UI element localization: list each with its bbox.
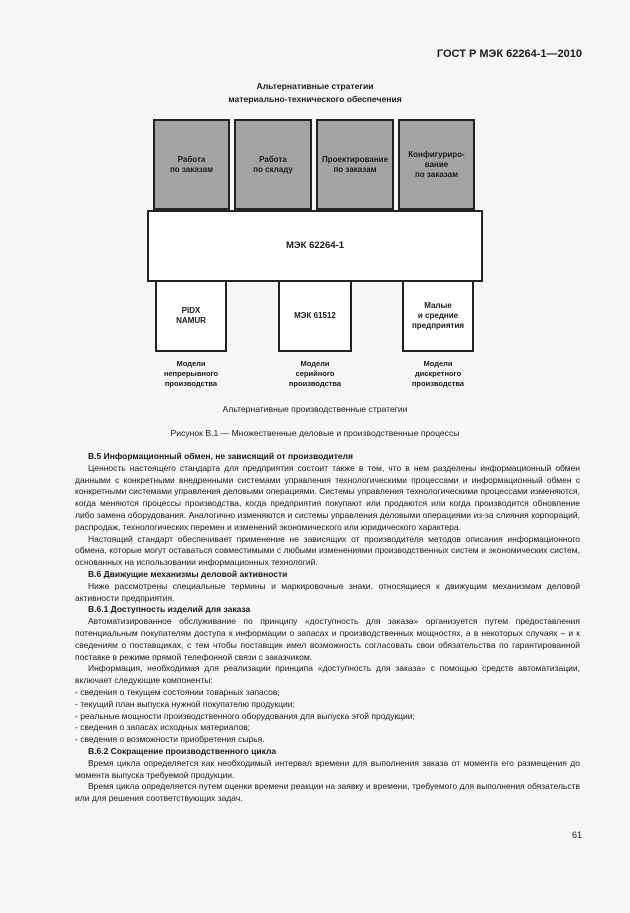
bottom-box-pidx-namur bbox=[155, 280, 227, 352]
box-label: по складу bbox=[253, 164, 293, 174]
box-label: NAMUR bbox=[176, 316, 206, 325]
figure-title-line2: материально-технического обеспечения bbox=[228, 93, 402, 104]
section-heading: B.5 Информационный обмен, не зависящий от производителя bbox=[88, 451, 354, 461]
list-item: - сведения о возможности приобретения сырья. bbox=[75, 734, 265, 745]
list-item: - сведения о запасах исходных материалов; bbox=[75, 722, 250, 733]
paragraph: Ценность настоящего стандарта для предприятия состоит также в том, что в нем разделены информационный обмен данными с конкретными внедренными системами управления технологическими процессами и информационный обмен с конкретными системами управления деловыми операциями. Системы управления технологическими процессами изменяются, когда меняются процессы производства, когда предприятия покупают или продаются или когда производится обновление либо замена оборудования. Аналогично изменяются и системы управления деловыми операциями из-за слияния корпораций, распродаж, технологических перемен и изменений экономического или юридического характера. bbox=[75, 462, 580, 532]
strategy-box-make-to-stock bbox=[234, 119, 312, 210]
figure-caption: Рисунок B.1 — Множественные деловые и производственные процессы bbox=[170, 428, 460, 438]
model-text: серийного bbox=[295, 369, 335, 378]
list-item: - сведения о текущем состоянии товарных запасов; bbox=[75, 686, 280, 697]
body-text bbox=[75, 451, 580, 805]
central-standard-box bbox=[147, 210, 483, 282]
model-label-batch bbox=[260, 359, 370, 389]
box-label: PIDX bbox=[181, 306, 201, 315]
section-heading: B.6.1 Доступность изделий для заказа bbox=[88, 604, 251, 615]
box-label: МЭК 61512 bbox=[294, 311, 336, 320]
section-heading: B.6.2 Сокращение производственного цикла bbox=[88, 745, 277, 756]
model-label-continuous bbox=[136, 359, 246, 389]
model-text: производства bbox=[411, 379, 465, 388]
paragraph: Настоящий стандарт обеспечивает применение не зависящих от производителя методов описания информационного обмена, которые могут оставаться совместимыми с любыми изменениями производственных систем и экономических систем, основанных на использовании информационных технологий. bbox=[75, 533, 580, 568]
box-label: по заказам bbox=[414, 169, 459, 179]
strategy-box-make-to-order bbox=[153, 119, 230, 210]
box-label: Конфигуриро- bbox=[408, 149, 465, 159]
document-code: ГОСТ Р МЭК 62264-1—2010 bbox=[436, 48, 582, 60]
list-item: - реальные мощности производственного оборудования для выпуска этой продукции; bbox=[75, 710, 415, 721]
strategy-box-engineer-to-order bbox=[316, 119, 394, 210]
box-label: по заказам bbox=[169, 164, 214, 174]
strategy-box-configure-to-order bbox=[398, 119, 475, 210]
section-heading: B.6 Движущие механизмы деловой активности bbox=[88, 568, 288, 579]
box-label: предприятия bbox=[411, 321, 465, 330]
figure-title-line1: Альтернативные стратегии bbox=[256, 81, 374, 91]
model-text: производства bbox=[164, 379, 218, 388]
box-label: Работа bbox=[259, 154, 287, 164]
bottom-box-sme bbox=[402, 280, 474, 352]
box-label: Малые bbox=[424, 301, 452, 310]
central-standard-label: МЭК 62264-1 bbox=[286, 240, 344, 251]
model-text: производства bbox=[288, 379, 342, 388]
bottom-box-iec-61512 bbox=[278, 280, 352, 352]
model-text: Модели bbox=[423, 359, 453, 368]
model-text: дискретного bbox=[414, 369, 462, 378]
model-text: непрерывного bbox=[163, 369, 219, 378]
box-label: Работа bbox=[177, 154, 206, 164]
paragraph: Время цикла определяется как необходимый интервал времени для выполнения заказа от момента его размещения до момента выпуска требуемой продукции. bbox=[75, 757, 580, 780]
box-label: по заказам bbox=[333, 164, 377, 174]
model-label-discrete bbox=[383, 359, 493, 389]
box-label: Проектирование bbox=[321, 154, 389, 164]
model-text: Модели bbox=[300, 359, 330, 368]
figure-title bbox=[0, 80, 630, 105]
strategy-caption: Альтернативные производственные стратегии bbox=[222, 404, 408, 414]
box-label: вание bbox=[424, 159, 449, 169]
box-label: и средние bbox=[417, 311, 459, 320]
page-number: 61 bbox=[571, 830, 582, 840]
paragraph: Ниже рассмотрены специальные термины и маркировочные знаки, относящиеся к движущим механизмам деловой активности предприятия. bbox=[75, 580, 580, 603]
model-text: Модели bbox=[176, 359, 206, 368]
paragraph: Информация, необходимая для реализации принципа «доступность для заказа» с помощью средств автоматизации, включает следующие компоненты: bbox=[75, 663, 580, 686]
paragraph: Время цикла определяется путем оценки времени реакции на заявку и времени, требуемого для выполнения обязательств или для решения соответствующих задач. bbox=[75, 781, 580, 804]
paragraph: Автоматизированное обслуживание по принципу «доступность для заказа» организуется путем предоставления потенциальным покупателям доступа к информации о запасах и производственных мощностях, а в некоторых случаях – и к сведениям о поставщиках, с тем чтобы поставщик имел возможность согласовать свои обязательства по гарантированной поставке в режиме прямой телефонной связи с заказчиком. bbox=[75, 616, 580, 662]
list-item: - текущий план выпуска нужной покупателю продукции; bbox=[75, 698, 295, 709]
